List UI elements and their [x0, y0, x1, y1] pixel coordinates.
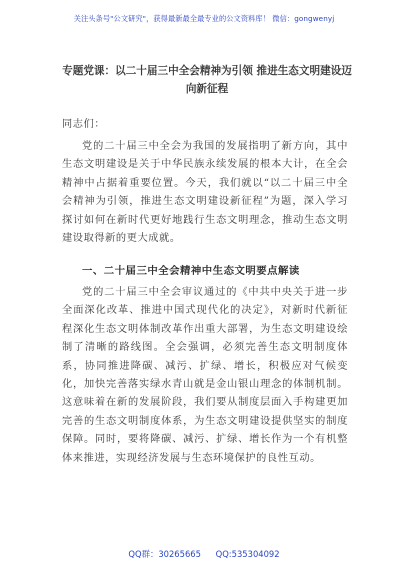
- paragraph-intro: 党的二十届三中全会为我国的发展指明了新方向，其中生态文明建设是关于中华民族永续发展的根本大计，在全会精神中占据着重要位置。今天，我们就以“以二十届三中全会精神为引领，推进生态文明建设新征程”为题，深入学习探讨如何在新时代更好地践行生态文明理念，推动生态文明建设取得新的更大成就。: [62, 141, 348, 245]
- qq-number: QQ:535304092: [215, 549, 280, 559]
- section-heading: 一、二十届三中全会精神中生态文明要点解读: [82, 265, 300, 277]
- salutation: 同志们：: [62, 119, 106, 130]
- document-title: 专题党课：以二十届三中全会精神为引领 推进生态文明建设迈向新征程: [62, 65, 352, 95]
- qq-group-number: QQ群：30265665: [128, 549, 201, 559]
- footer-contact: [0, 548, 408, 560]
- header-notice: 关注头条号"公文研究"，获得最新最全最专业的公文资料库！ 微信：gongwenyj: [73, 14, 335, 23]
- paragraph-interpretation: 党的二十届三中全会审议通过的《中共中央关于进一步全面深化改革、推进中国式现代化的决定》，对新时代新征程深化生态文明体制改革作出重大部署，为生态文明建设绘制了清晰的路线图。全会强调，必须完善生态文明制度体系，协同推进降碳、减污、扩绿、增长，积极应对气候变化，加快完善落实绿水青山就是金山银山理念的体制机制。这意味着在新的发展阶段，我们要从制度层面入手构建更加完善的生态文明制度体系，为生态文明建设提供坚实的制度保障。同时，要将降碳、减污、扩绿、增长作为一个有机整体来推进，实现经济发展与生态环境保护的良性互动。: [62, 287, 348, 464]
